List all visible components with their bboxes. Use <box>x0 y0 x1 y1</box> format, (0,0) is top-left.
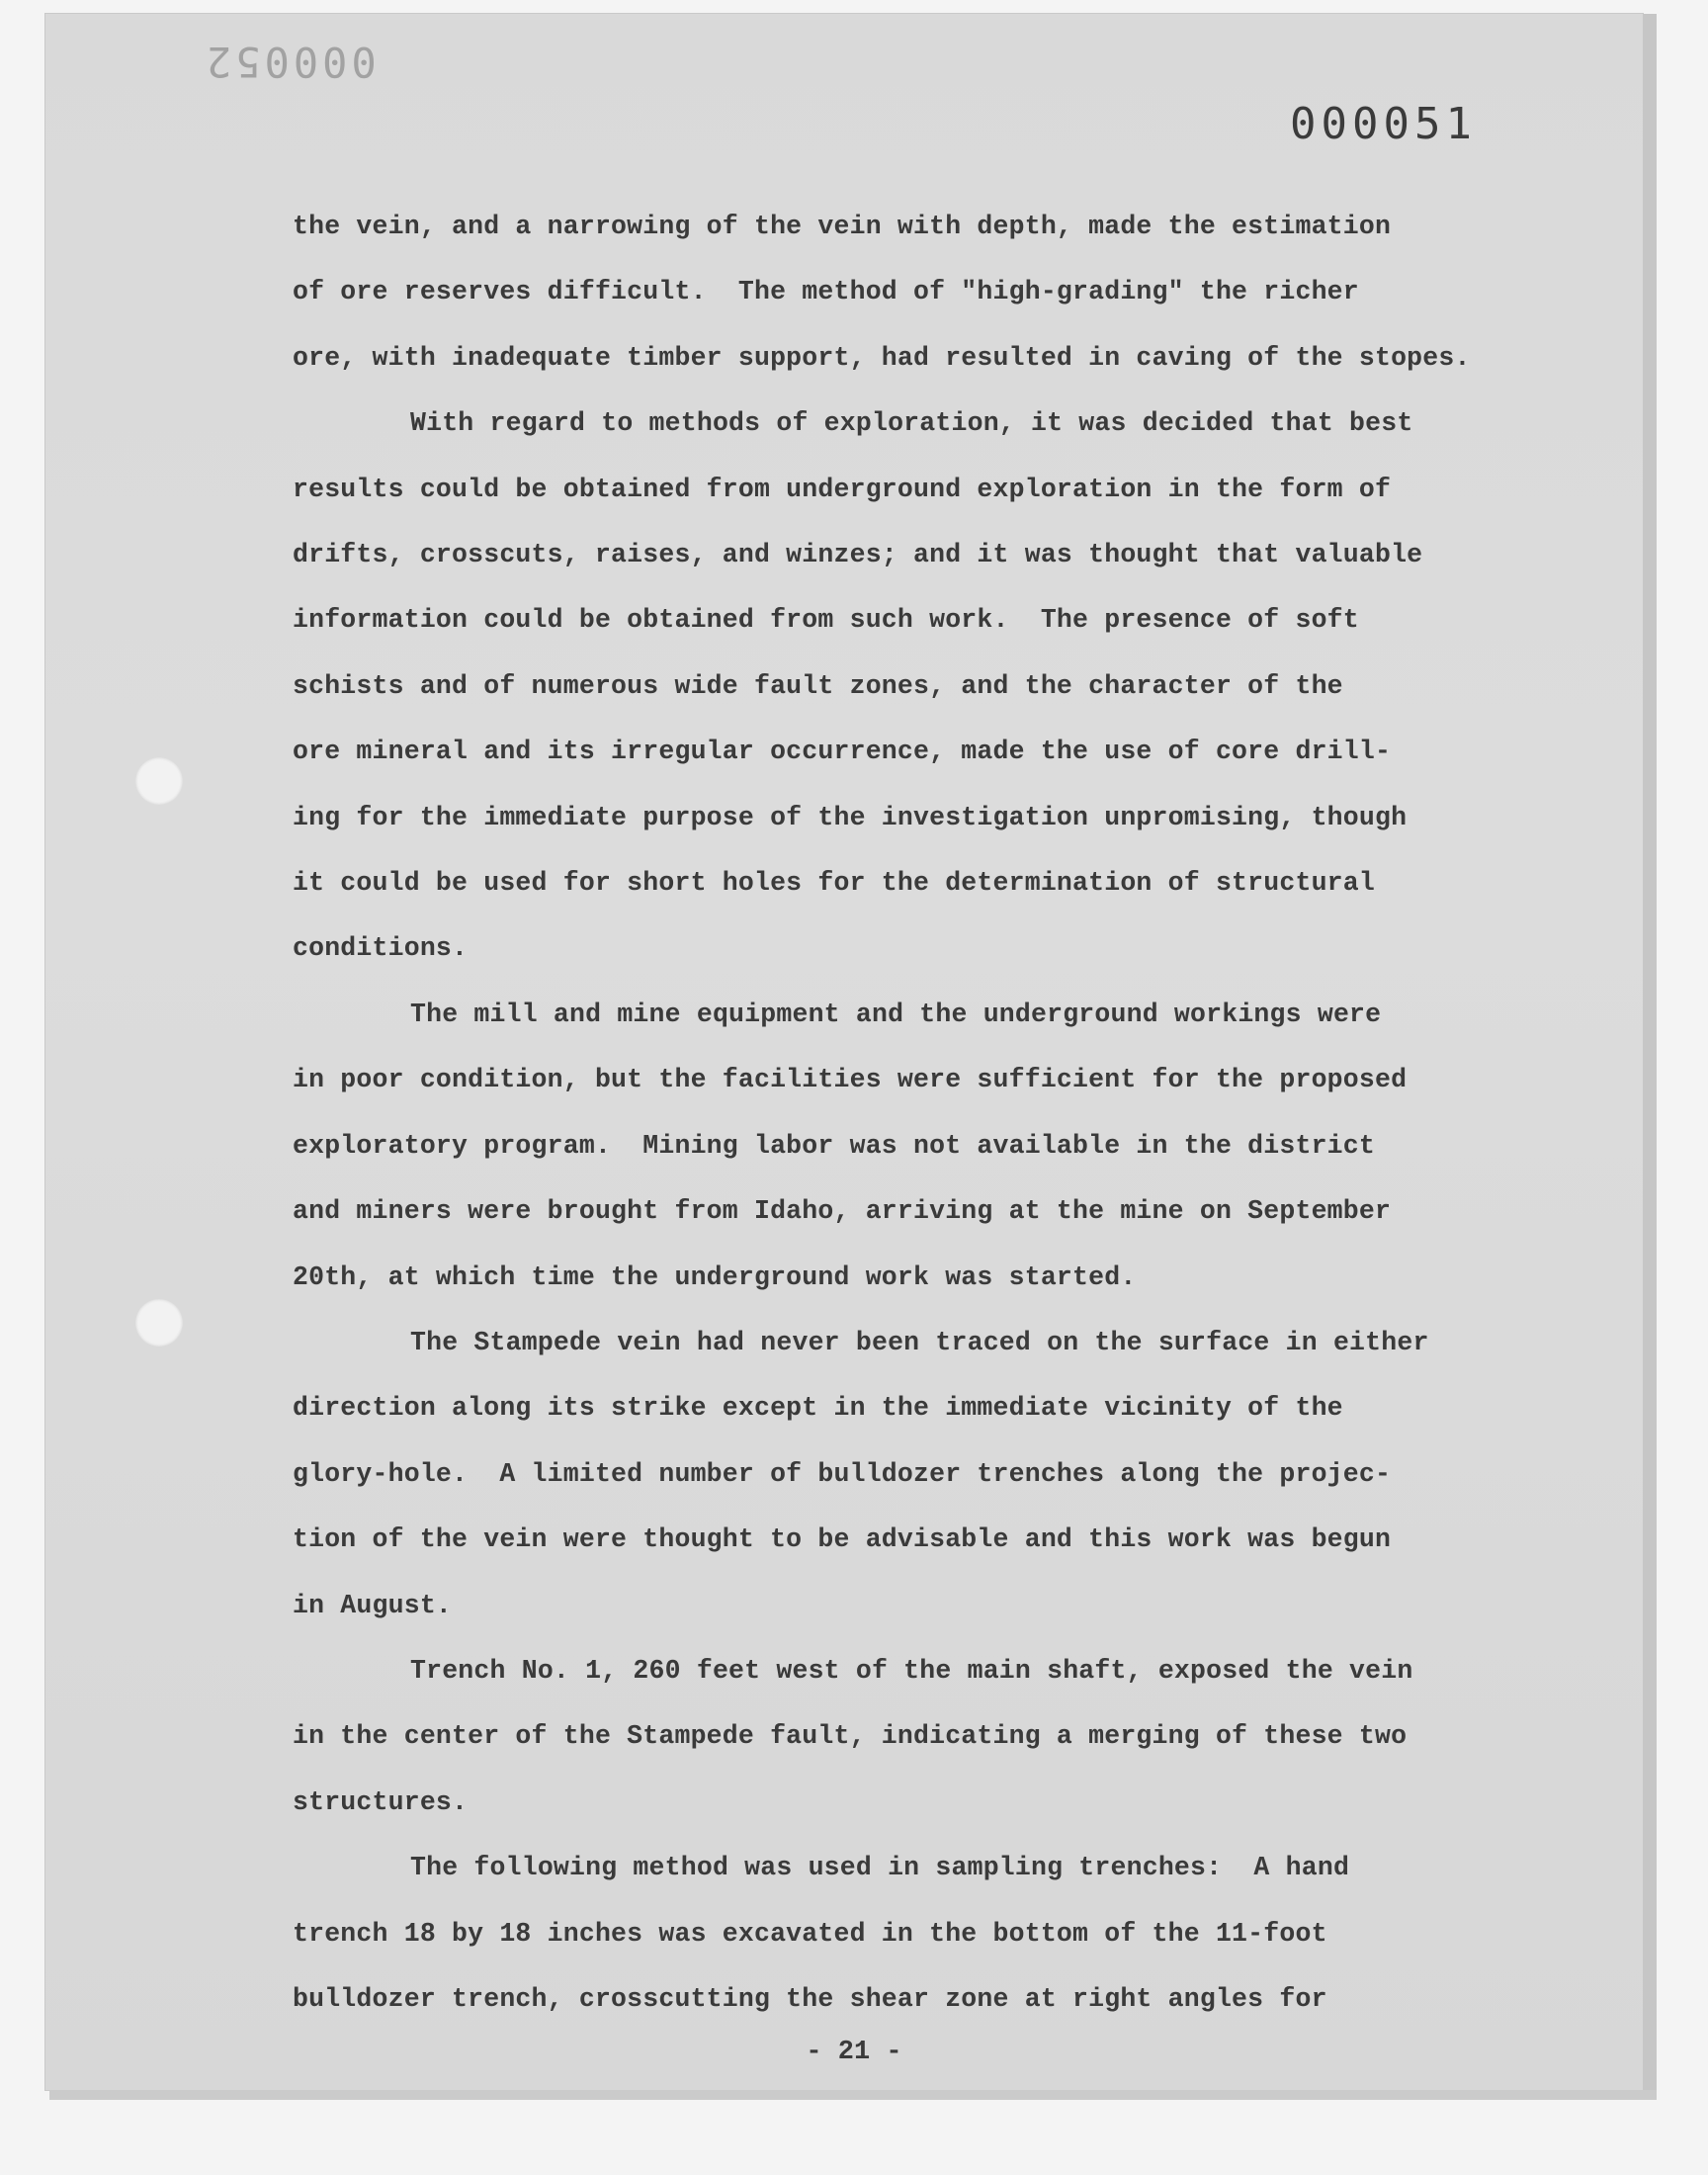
text-line: and miners were brought from Idaho, arriving at the mine on September <box>293 1196 1392 1227</box>
text-line: trench 18 by 18 inches was excavated in the bottom of the 11-foot <box>293 1918 1327 1949</box>
paragraph-first-line: The following method was used in sampling trenches: A hand <box>410 1853 1350 1883</box>
page-edge-bottom <box>49 2090 1657 2100</box>
text-line: bulldozer trench, crosscutting the shear zone at right angles for <box>293 1983 1327 2014</box>
paragraph-first-line: The Stampede vein had never been traced on the surface in either <box>410 1327 1429 1357</box>
punch-hole-lower <box>135 1299 183 1347</box>
text-line: 20th, at which time the underground work was started. <box>293 1262 1137 1292</box>
text-line: ing for the immediate purpose of the investigation unpromising, though <box>293 802 1408 832</box>
paragraph-first-line: The mill and mine equipment and the underground workings were <box>410 999 1382 1029</box>
paragraph-first-line: Trench No. 1, 260 feet west of the main shaft, exposed the vein <box>410 1655 1413 1686</box>
page-edge-right <box>1643 14 1657 2100</box>
paragraph-first-line: With regard to methods of exploration, it was decided that best <box>410 408 1413 439</box>
text-line: in the center of the Stampede fault, indicating a merging of these two <box>293 1721 1408 1752</box>
bleed-through-number: 000052 <box>203 38 377 86</box>
page-number: - 21 - <box>806 2038 902 2067</box>
text-line: schists and of numerous wide fault zones, and the character of the <box>293 670 1343 701</box>
text-line: direction along its strike except in the immediate vicinity of the <box>293 1393 1343 1424</box>
text-line: drifts, crosscuts, raises, and winzes; and it was thought that valuable <box>293 540 1423 570</box>
text-line: information could be obtained from such work. The presence of soft <box>293 605 1359 636</box>
text-line: ore mineral and its irregular occurrence, made the use of core drill- <box>293 737 1392 767</box>
text-line: exploratory program. Mining labor was not available in the district <box>293 1130 1375 1161</box>
body-text <box>293 194 1508 2032</box>
text-line: conditions. <box>293 933 469 964</box>
text-line: structures. <box>293 1786 469 1817</box>
text-line: the vein, and a narrowing of the vein with depth, made the estimation <box>293 212 1392 241</box>
text-line: of ore reserves difficult. The method of "high-grading" the richer <box>293 277 1359 307</box>
text-line: ore, with inadequate timber support, had resulted in caving of the stopes. <box>293 342 1471 373</box>
document-number-stamp: 000051 <box>1290 99 1477 149</box>
text-line: in poor condition, but the facilities were sufficient for the proposed <box>293 1065 1408 1095</box>
text-line: glory-hole. A limited number of bulldozer trenches along the projec- <box>293 1458 1392 1489</box>
punch-hole-upper <box>135 757 183 805</box>
text-line: it could be used for short holes for the determination of structural <box>293 868 1375 899</box>
text-line: in August. <box>293 1590 453 1620</box>
text-line: results could be obtained from underground exploration in the form of <box>293 474 1392 504</box>
text-line: tion of the vein were thought to be advisable and this work was begun <box>293 1524 1392 1555</box>
